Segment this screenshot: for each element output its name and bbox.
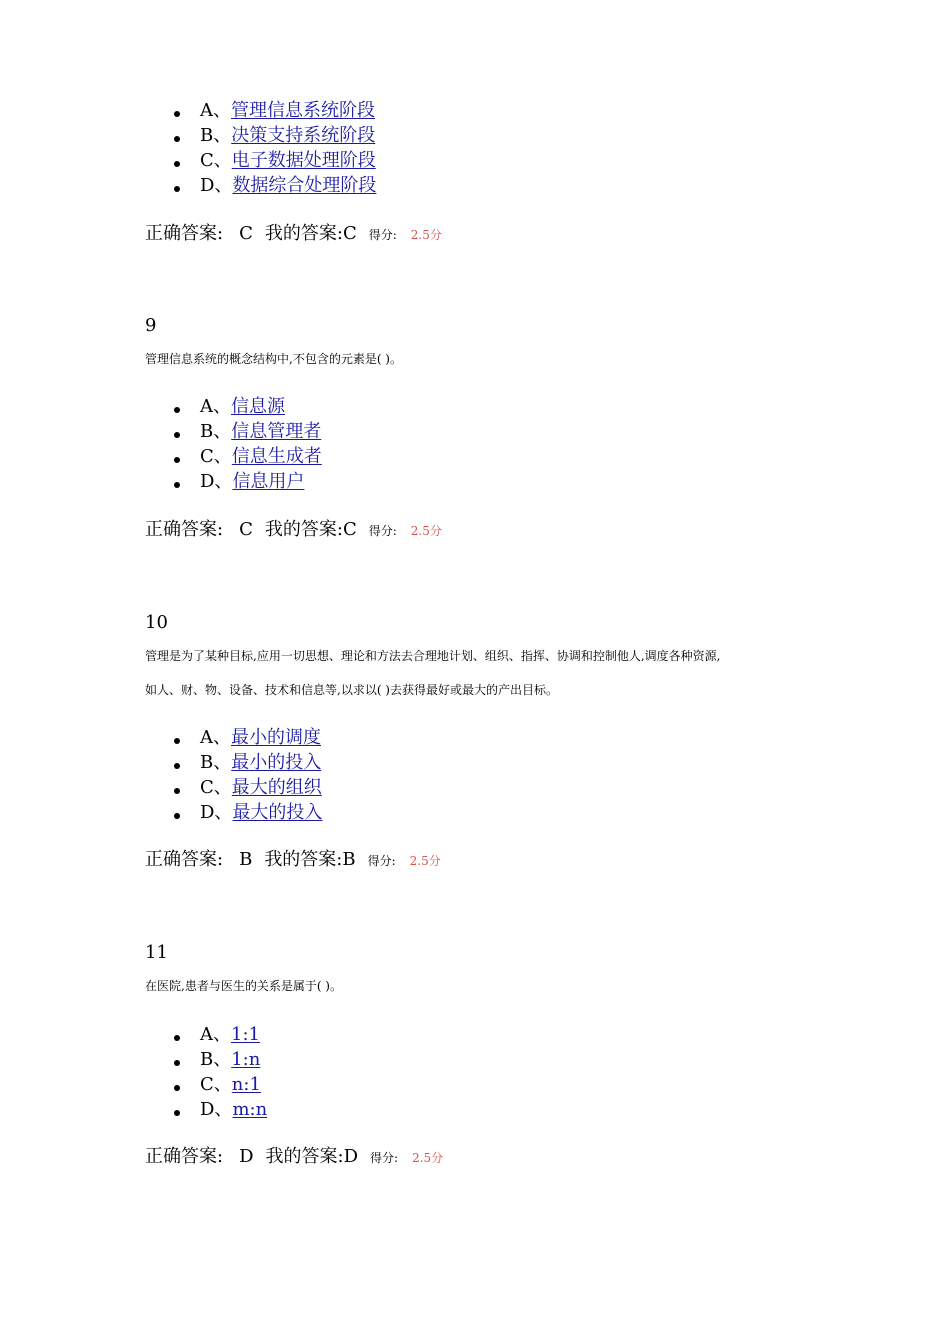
option-list <box>145 725 845 825</box>
my-answer-value: C <box>342 519 357 540</box>
option-a <box>145 394 845 419</box>
question-text: 在医院,患者与医生的关系是属于( )。 <box>145 979 342 993</box>
bullet-icon <box>174 1085 180 1091</box>
option-letter: B、 <box>200 421 232 442</box>
question-8 <box>145 98 845 198</box>
option-list <box>145 98 845 198</box>
bullet-icon <box>174 763 180 769</box>
option-link[interactable]: 最大的组织 <box>231 777 322 798</box>
my-answer-value: C <box>342 223 357 244</box>
bullet-icon <box>174 186 180 192</box>
option-link[interactable]: 1:n <box>231 1049 261 1070</box>
bullet-icon <box>174 457 180 463</box>
correct-answer-value: C <box>239 223 253 244</box>
question-number: 11 <box>145 942 168 963</box>
option-link[interactable]: 信息源 <box>231 396 285 417</box>
bullet-icon <box>174 1035 180 1041</box>
option-b <box>145 123 845 148</box>
bullet-icon <box>174 813 180 819</box>
answer-line <box>145 518 845 543</box>
option-c <box>145 444 845 469</box>
score-label: 得分: <box>368 524 397 538</box>
question-number: 9 <box>145 315 157 336</box>
correct-answer-label: 正确答案: <box>145 1146 224 1167</box>
option-b <box>145 1047 845 1072</box>
option-d <box>145 800 845 825</box>
my-answer-value: B <box>342 849 356 870</box>
option-letter: A、 <box>200 396 231 417</box>
answer-line <box>145 848 845 873</box>
option-c <box>145 775 845 800</box>
correct-answer-value: D <box>239 1146 254 1167</box>
correct-answer-value: B <box>239 849 253 870</box>
my-answer-label: 我的答案: <box>264 849 343 870</box>
option-letter: B、 <box>200 752 232 773</box>
option-letter: C、 <box>200 150 232 171</box>
option-a <box>145 725 845 750</box>
option-b <box>145 419 845 444</box>
my-answer-value: D <box>343 1146 359 1167</box>
option-letter: D、 <box>200 175 233 196</box>
option-b <box>145 750 845 775</box>
option-link[interactable]: 电子数据处理阶段 <box>231 150 376 171</box>
correct-answer-value: C <box>239 519 253 540</box>
question-11-options <box>145 1022 845 1122</box>
score-label: 得分: <box>367 854 396 868</box>
question-10 <box>145 612 845 707</box>
option-letter: C、 <box>200 777 232 798</box>
option-c <box>145 1072 845 1097</box>
option-link[interactable]: 管理信息系统阶段 <box>231 100 375 121</box>
option-letter: D、 <box>200 471 233 492</box>
bullet-icon <box>174 161 180 167</box>
bullet-icon <box>174 738 180 744</box>
score-value: 2.5分 <box>410 228 442 242</box>
question-text: 管理信息系统的概念结构中,不包含的元素是( )。 <box>145 352 402 366</box>
option-link[interactable]: 最小的投入 <box>231 752 322 773</box>
option-d <box>145 469 845 494</box>
option-link[interactable]: 信息管理者 <box>231 421 322 442</box>
option-list <box>145 1022 845 1122</box>
score-value: 2.5分 <box>412 1151 444 1165</box>
option-letter: D、 <box>200 802 233 823</box>
option-letter: A、 <box>200 727 231 748</box>
option-letter: A、 <box>200 100 231 121</box>
my-answer-label: 我的答案: <box>264 223 343 244</box>
my-answer-label: 我的答案: <box>264 519 343 540</box>
question-text-line-1: 管理是为了某种目标,应用一切思想、理论和方法去合理地计划、组织、指挥、协调和控制他人,调度各种资源, <box>145 649 721 663</box>
option-list <box>145 394 845 494</box>
score-value: 2.5分 <box>409 854 441 868</box>
bullet-icon <box>174 1110 180 1116</box>
answer-line <box>145 1145 845 1170</box>
option-d <box>145 173 845 198</box>
option-link[interactable]: 最大的投入 <box>232 802 323 823</box>
question-9 <box>145 315 845 376</box>
option-a <box>145 98 845 123</box>
answer-line <box>145 222 845 247</box>
bullet-icon <box>174 111 180 117</box>
bullet-icon <box>174 788 180 794</box>
option-letter: B、 <box>200 125 232 146</box>
option-link[interactable]: 决策支持系统阶段 <box>231 125 376 146</box>
score-value: 2.5分 <box>410 524 442 538</box>
correct-answer-label: 正确答案: <box>145 223 224 244</box>
bullet-icon <box>174 432 180 438</box>
option-link[interactable]: m:n <box>232 1099 268 1120</box>
correct-answer-label: 正确答案: <box>145 849 224 870</box>
option-d <box>145 1097 845 1122</box>
question-11 <box>145 942 845 1003</box>
bullet-icon <box>174 407 180 413</box>
option-link[interactable]: 信息生成者 <box>231 446 322 467</box>
option-letter: D、 <box>200 1099 233 1120</box>
bullet-icon <box>174 482 180 488</box>
correct-answer-label: 正确答案: <box>145 519 224 540</box>
question-number: 10 <box>145 612 168 633</box>
score-label: 得分: <box>370 1151 399 1165</box>
question-10-options <box>145 725 845 825</box>
bullet-icon <box>174 1060 180 1066</box>
score-label: 得分: <box>368 228 397 242</box>
option-letter: A、 <box>200 1024 231 1045</box>
option-link[interactable]: 1:1 <box>231 1024 260 1045</box>
option-letter: C、 <box>200 1074 232 1095</box>
option-link[interactable]: 最小的调度 <box>231 727 321 748</box>
option-a <box>145 1022 845 1047</box>
option-link[interactable]: n:1 <box>231 1074 261 1095</box>
option-letter: C、 <box>200 446 232 467</box>
bullet-icon <box>174 136 180 142</box>
my-answer-label: 我的答案: <box>265 1146 344 1167</box>
option-link[interactable]: 数据综合处理阶段 <box>232 175 377 196</box>
question-text-line-2: 如人、财、物、设备、技术和信息等,以求以( )去获得最好或最大的产出目标。 <box>145 683 558 697</box>
option-letter: B、 <box>200 1049 232 1070</box>
option-link[interactable]: 信息用户 <box>232 471 305 492</box>
question-9-options <box>145 394 845 494</box>
option-c <box>145 148 845 173</box>
